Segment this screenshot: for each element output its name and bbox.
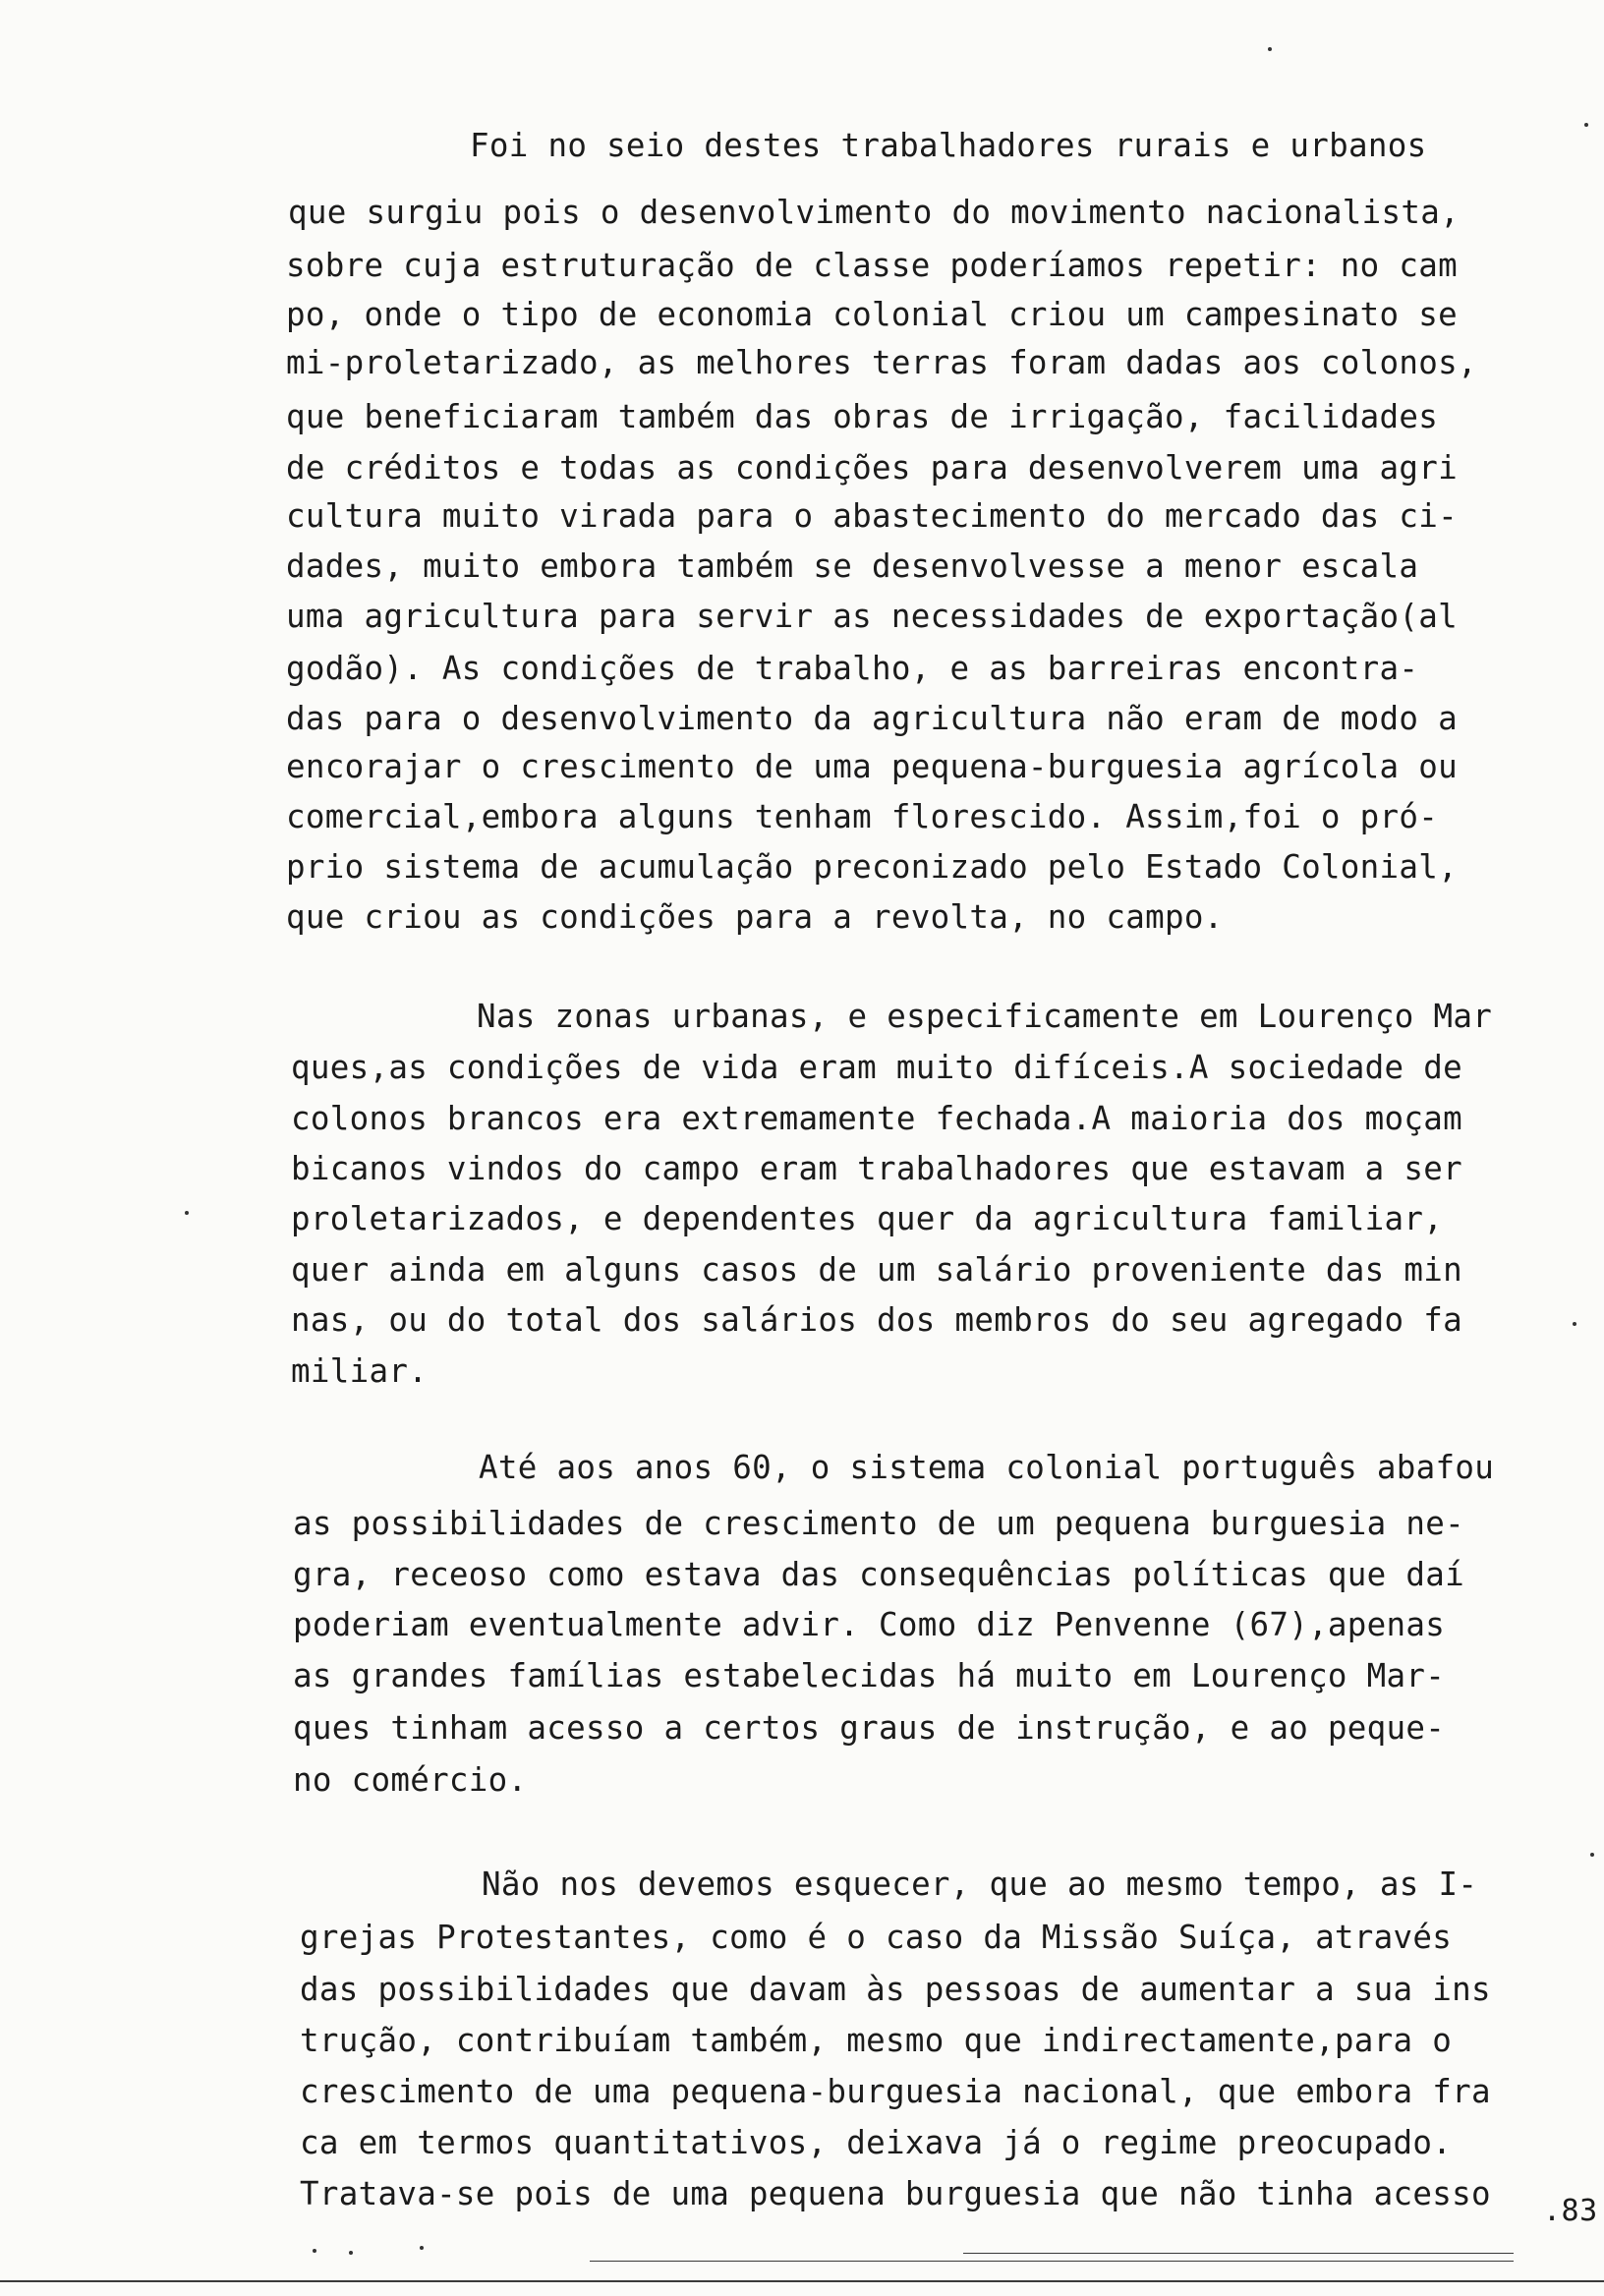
scan-speck [1573,1322,1576,1326]
scan-speck [1590,1853,1594,1857]
text-line: bicanos vindos do campo eram trabalhadores que estavam a ser [291,1150,1462,1187]
scan-edge-line [590,2261,1514,2262]
text-line: ques,as condições de vida eram muito difíceis.A sociedade de [291,1049,1462,1086]
text-line: mi-proletarizado, as melhores terras foram dadas aos colonos, [286,344,1477,381]
text-line: nas, ou do total dos salários dos membros do seu agregado fa [291,1301,1462,1339]
scan-speck [1268,47,1272,51]
text-line: Tratava-se pois de uma pequena burguesia que não tinha acesso [300,2175,1491,2212]
text-line: Não nos devemos esquecer, que ao mesmo tempo, as I- [482,1866,1478,1903]
text-line: no comércio. [293,1761,528,1799]
text-line: comercial,embora alguns tenham florescido. Assim,foi o pró- [286,798,1439,835]
text-line: miliar. [291,1352,429,1390]
text-line: colonos brancos era extremamente fechada.A maioria dos moçam [291,1100,1462,1137]
text-line: dades, muito embora também se desenvolvesse a menor escala [286,547,1419,585]
text-line: uma agricultura para servir as necessidades de exportação(al [286,598,1458,635]
text-line: que surgiu pois o desenvolvimento do movimento nacionalista, [288,194,1460,231]
text-line: prio sistema de acumulação preconizado pelo Estado Colonial, [286,848,1458,886]
text-line: ca em termos quantitativos, deixava já o regime preocupado. [300,2124,1453,2161]
scan-speck [1584,123,1588,127]
text-line: que beneficiaram também das obras de irrigação, facilidades [286,398,1439,435]
text-line: que criou as condições para a revolta, no campo. [286,898,1224,936]
text-line: das para o desenvolvimento da agricultura não eram de modo a [286,700,1458,737]
text-line: das possibilidades que davam às pessoas de aumentar a sua ins [300,1971,1491,2008]
scan-edge-line [963,2253,1514,2254]
text-line: gra, receoso como estava das consequências políticas que daí [293,1556,1464,1593]
text-line: as possibilidades de crescimento de um pequena burguesia ne- [293,1505,1464,1542]
page-number: .83 [1543,2194,1598,2228]
scan-speck [349,2251,353,2255]
text-line: encorajar o crescimento de uma pequena-burguesia agrícola ou [286,748,1458,785]
scan-speck [185,1211,189,1215]
text-line: Até aos anos 60, o sistema colonial português abafou [479,1449,1495,1486]
text-line: po, onde o tipo de economia colonial criou um campesinato se [286,296,1458,333]
text-line: poderiam eventualmente advir. Como diz Penvenne (67),apenas [293,1606,1446,1643]
text-line: Nas zonas urbanas, e especificamente em Lourenço Mar [477,998,1493,1035]
text-line: grejas Protestantes, como é o caso da Missão Suíça, através [300,1919,1453,1956]
scan-speck [313,2249,316,2253]
text-line: crescimento de uma pequena-burguesia nacional, que embora fra [300,2073,1491,2110]
text-line: cultura muito virada para o abastecimento do mercado das ci- [286,497,1458,535]
scan-edge-line [0,2280,1604,2282]
scan-speck [420,2246,424,2250]
text-line: as grandes famílias estabelecidas há muito em Lourenço Mar- [293,1657,1446,1694]
text-line: proletarizados, e dependentes quer da agricultura familiar, [291,1200,1444,1237]
text-line: trução, contribuíam também, mesmo que indirectamente,para o [300,2022,1453,2059]
text-line: sobre cuja estruturação de classe poderíamos repetir: no cam [286,247,1458,284]
text-line: quer ainda em alguns casos de um salário proveniente das min [291,1251,1462,1289]
text-line: godão). As condições de trabalho, e as barreiras encontra- [286,650,1419,687]
text-line: ques tinham acesso a certos graus de instrução, e ao peque- [293,1709,1446,1747]
text-line: Foi no seio destes trabalhadores rurais e urbanos [470,127,1427,164]
text-line: de créditos e todas as condições para desenvolverem uma agri [286,449,1458,487]
